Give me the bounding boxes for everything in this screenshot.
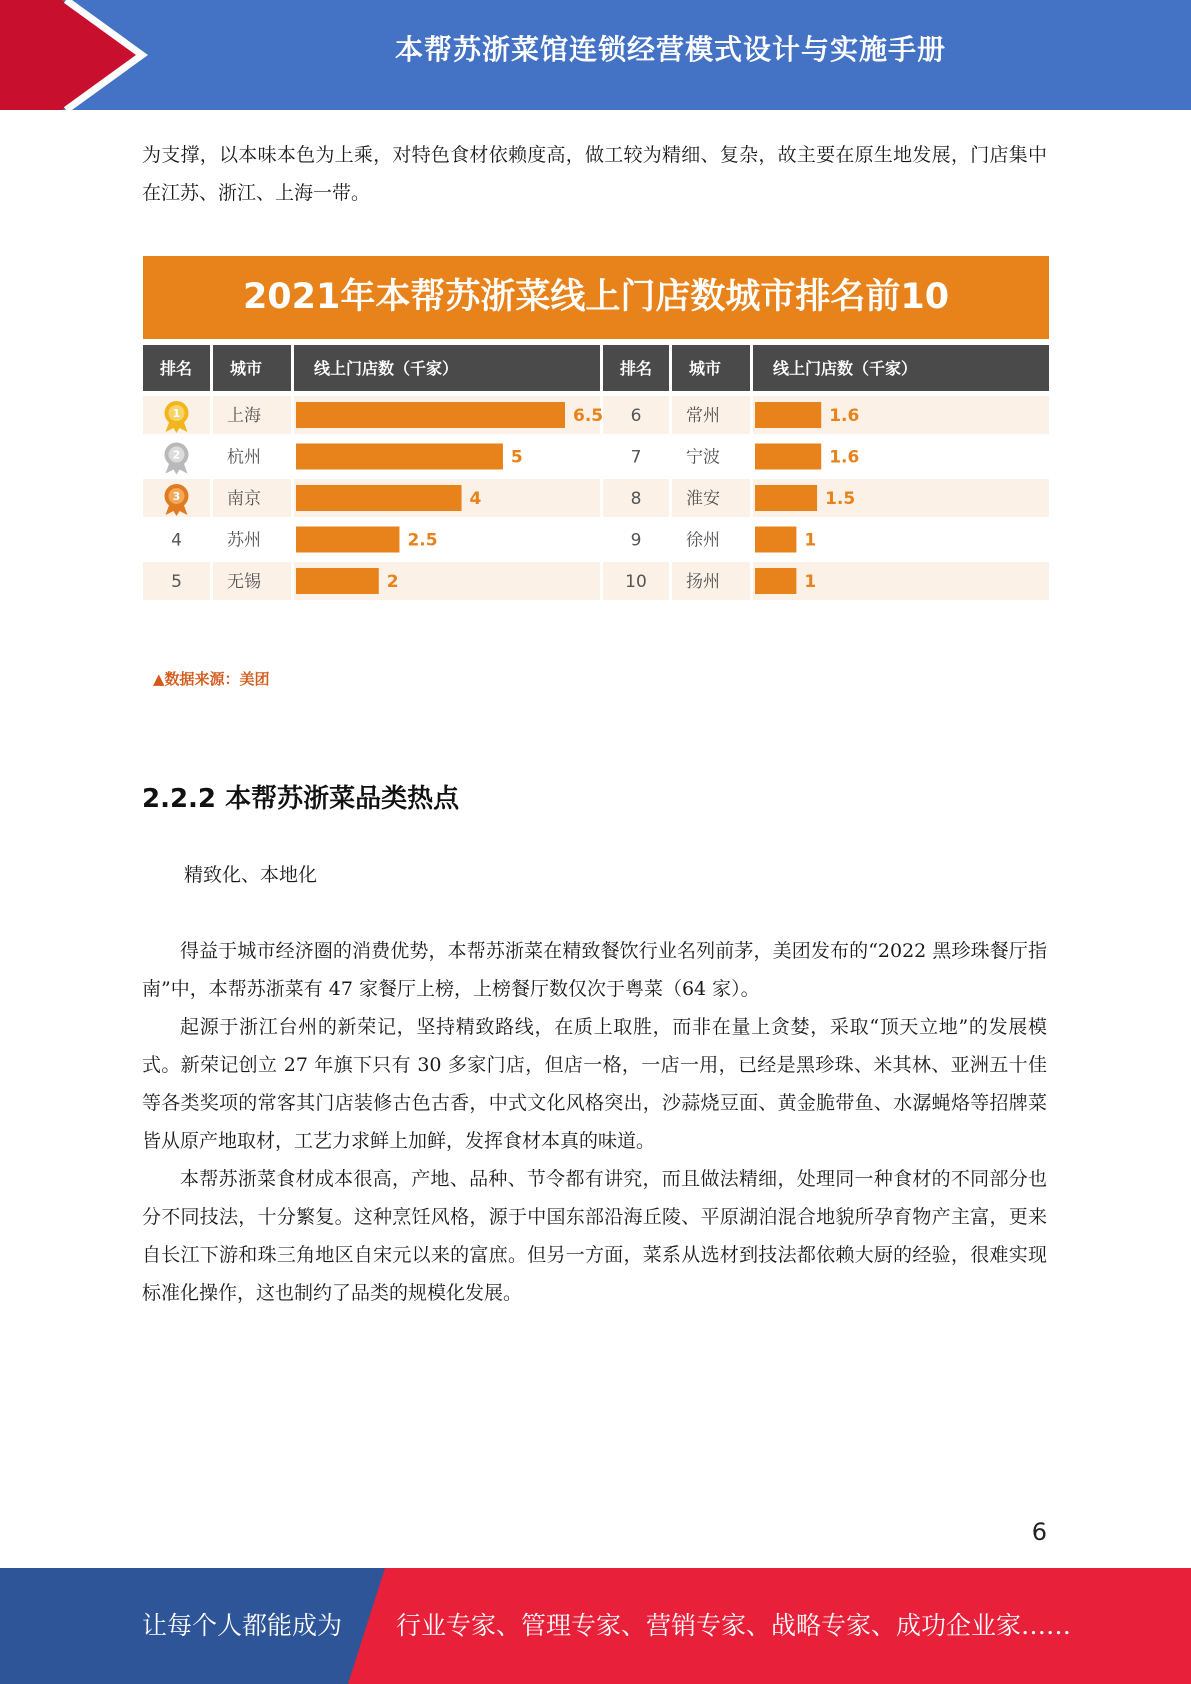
intro-paragraph: 为支撑，以本味本色为上乘，对特色食材依赖度高，做工较为精细、复杂，故主要在原生地发展，门店集中在江苏、浙江、上海一带。 bbox=[142, 144, 1047, 204]
section-heading: 2.2.2 本帮苏浙菜品类热点 bbox=[142, 784, 460, 814]
table-header-label: 排名 bbox=[160, 359, 193, 378]
table-header-label: 线上门店数（千家） bbox=[314, 359, 459, 378]
city-label: 扬州 bbox=[686, 572, 720, 592]
header-banner bbox=[0, 0, 1191, 110]
chart-title: 2021年本帮苏浙菜线上门店数城市排名前10 bbox=[143, 256, 1049, 339]
bar-value-label: 6.5 bbox=[573, 406, 604, 426]
table-header-label: 线上门店数（千家） bbox=[773, 359, 918, 378]
rank-label: 8 bbox=[630, 489, 642, 509]
bar bbox=[755, 485, 817, 511]
medal-rank-label: 2 bbox=[172, 448, 181, 462]
ranking-chart bbox=[143, 256, 1049, 606]
bar-value-label: 1.6 bbox=[829, 406, 860, 426]
table-header-label: 城市 bbox=[230, 359, 263, 378]
bar bbox=[296, 444, 503, 470]
bar-value-label: 1 bbox=[804, 572, 817, 592]
bar-value-label: 1 bbox=[804, 530, 817, 551]
bar bbox=[755, 444, 821, 470]
bar-value-label: 1.6 bbox=[829, 447, 860, 468]
body-paragraph-2: 起源于浙江台州的新荣记，坚持精致路线，在质上取胜，而非在量上贪婪，采取“顶天立地”的发展模式。新荣记创立 27 年旗下只有 30 多家门店，但店一格，一店一用，已经是黑珍珠、米其林、亚洲五十佳等各类奖项的常客其门店装修古色古香，中式文化风格突出，沙蒜烧豆面、黄金脆带鱼、水潺蝇烙等招牌菜皆从原产地取材，工艺力求鲜上加鲜，发挥食材本真的味道。 bbox=[142, 1016, 1047, 1152]
medal-rank-label: 1 bbox=[172, 407, 181, 420]
bar-value-label: 4 bbox=[469, 489, 482, 509]
document-title: 本帮苏浙菜馆连锁经营模式设计与实施手册 bbox=[394, 33, 946, 66]
city-label: 徐州 bbox=[686, 530, 720, 551]
table-row-cell bbox=[753, 521, 1049, 559]
rank-label: 4 bbox=[171, 530, 182, 551]
bar bbox=[296, 485, 462, 511]
ranking-table bbox=[143, 256, 1049, 606]
city-label: 宁波 bbox=[686, 447, 720, 468]
bar bbox=[755, 402, 821, 428]
footer-slogan-left: 让每个人都能成为 bbox=[142, 1611, 343, 1640]
bar-value-label: 2 bbox=[386, 572, 399, 592]
rank-label: 7 bbox=[630, 447, 642, 468]
bar bbox=[296, 568, 379, 594]
bar-value-label: 2.5 bbox=[407, 530, 438, 551]
footer-banner bbox=[0, 1568, 1191, 1684]
rank-label: 9 bbox=[630, 530, 642, 551]
bar bbox=[296, 527, 399, 553]
rank-label: 6 bbox=[630, 406, 642, 426]
bar-value-label: 1.5 bbox=[825, 489, 856, 509]
rank-label: 5 bbox=[171, 572, 182, 592]
city-label: 无锡 bbox=[227, 572, 261, 592]
page-number: 6 bbox=[1031, 1518, 1047, 1546]
medal-rank-label: 3 bbox=[172, 490, 181, 503]
bar bbox=[755, 527, 796, 553]
city-label: 淮安 bbox=[686, 489, 720, 509]
section-subheading: 精致化、本地化 bbox=[184, 864, 318, 886]
bar-value-label: 5 bbox=[510, 447, 523, 468]
city-label: 上海 bbox=[227, 406, 261, 426]
table-header-label: 城市 bbox=[689, 359, 722, 378]
city-label: 南京 bbox=[227, 489, 261, 509]
footer-slogan-right: 行业专家、管理专家、营销专家、战略专家、成功企业家…… bbox=[396, 1611, 1072, 1640]
body-paragraph-3: 本帮苏浙菜食材成本很高，产地、品种、节令都有讲究，而且做法精细，处理同一种食材的不同部分也分不同技法，十分繁复。这种烹饪风格，源于中国东部沿海丘陵、平原湖泊混合地貌所孕育物产主富，更来自长江下游和珠三角地区自宋元以来的富庶。但另一方面，菜系从选材到技法都依赖大厨的经验，很难实现标准化操作，这也制约了品类的规模化发展。 bbox=[142, 1168, 1047, 1304]
city-label: 杭州 bbox=[227, 447, 261, 468]
table-row-cell bbox=[753, 562, 1049, 600]
city-label: 常州 bbox=[686, 406, 720, 426]
bar bbox=[296, 402, 565, 428]
rank-label: 10 bbox=[625, 572, 647, 592]
body-paragraph-1: 得益于城市经济圈的消费优势，本帮苏浙菜在精致餐饮行业名列前茅，美团发布的“2022 黑珍珠餐厅指南”中，本帮苏浙菜有 47 家餐厅上榜，上榜餐厅数仅次于粤菜（64 家）。 bbox=[142, 940, 1047, 1000]
table-header-label: 排名 bbox=[620, 359, 653, 378]
city-label: 苏州 bbox=[227, 530, 261, 551]
data-source-note: ▲数据来源：美团 bbox=[153, 670, 270, 688]
header-arrow-icon bbox=[0, 0, 150, 110]
bar bbox=[755, 568, 796, 594]
